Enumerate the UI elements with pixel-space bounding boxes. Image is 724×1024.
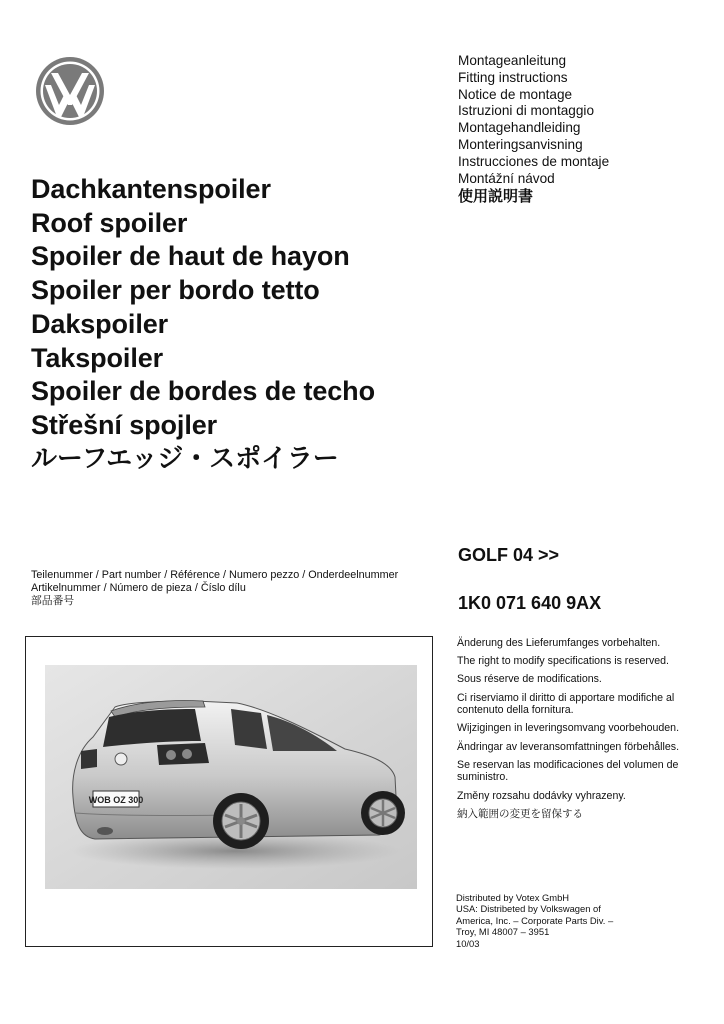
instruction-sv: Monteringsanvisning xyxy=(458,136,583,152)
title-es: Spoiler de bordes de techo xyxy=(31,376,375,407)
notices-list xyxy=(457,637,697,826)
title-nl: Dakspoiler xyxy=(31,308,169,339)
instruction-it: Istruzioni di montaggio xyxy=(458,103,595,119)
notice-cs: Změny rozsahu dodávky vyhrazeny. xyxy=(457,789,626,802)
product-image-frame xyxy=(25,636,433,947)
distribution-date: 10/03 xyxy=(456,937,480,949)
notice-en: The right to modify specifications is reserved. xyxy=(457,655,669,668)
license-plate-text: WOB OZ 300 xyxy=(88,795,144,805)
instruction-nl: Montagehandleiding xyxy=(458,120,581,136)
title-fr: Spoiler de haut de hayon xyxy=(31,241,350,272)
notice-ja: 納入範囲の変更を留保する xyxy=(457,807,583,820)
title-en: Roof spoiler xyxy=(31,207,188,238)
document-titles xyxy=(31,173,451,476)
title-ja: ルーフエッジ・スポイラー xyxy=(31,443,339,474)
car-photo xyxy=(45,665,417,889)
distribution-line-1: Distributed by Votex GmbH xyxy=(456,892,570,903)
model-label: GOLF 04 >> xyxy=(458,545,560,565)
notice-sv: Ändringar av leveransomfattningen förbehålles. xyxy=(457,740,680,753)
part-label-line-3: 部品番号 xyxy=(31,595,75,607)
title-it: Spoiler per bordo tetto xyxy=(31,275,320,306)
part-label-line-2: Artikelnummer / Número de pieza / Číslo dílu xyxy=(31,582,246,594)
instruction-fr: Notice de montage xyxy=(458,86,573,102)
notice-nl: Wijzigingen in leveringsomvang voorbehouden. xyxy=(457,722,680,735)
notice-it: Ci riserviamo il diritto di apportare modifiche al contenuto della fornitura. xyxy=(457,691,675,717)
notice-es: Se reservan las modificaciones del volumen de suministro. xyxy=(457,758,679,784)
notice-fr: Sous réserve de modifications. xyxy=(457,673,602,686)
part-label-line-1: Teilenummer / Part number / Référence / Numero pezzo / Onderdeelnummer xyxy=(31,569,399,581)
distribution-info xyxy=(456,892,696,949)
instruction-de: Montageanleitung xyxy=(458,53,567,68)
title-de: Dachkantenspoiler xyxy=(31,174,271,204)
title-sv: Takspoiler xyxy=(31,342,164,373)
instruction-es: Instrucciones de montaje xyxy=(458,153,610,169)
vw-logo xyxy=(34,55,106,127)
distribution-line-4: Troy, MI 48007 – 3951 xyxy=(456,926,550,938)
distribution-line-2: USA: Distribeted by Volkswagen of xyxy=(456,903,601,915)
distribution-line-3: America, Inc. – Corporate Parts Div. – xyxy=(456,914,614,926)
title-cs: Střešní spojler xyxy=(31,409,218,440)
instruction-cs: Montážní návod xyxy=(458,170,555,186)
part-number-label xyxy=(31,569,431,608)
part-number: 1K0 071 640 9AX xyxy=(458,593,602,613)
instructions-list xyxy=(458,53,708,206)
instruction-ja: 使用説明書 xyxy=(458,188,534,206)
notice-de: Änderung des Lieferumfanges vorbehalten. xyxy=(457,637,661,649)
instruction-en: Fitting instructions xyxy=(458,69,568,85)
